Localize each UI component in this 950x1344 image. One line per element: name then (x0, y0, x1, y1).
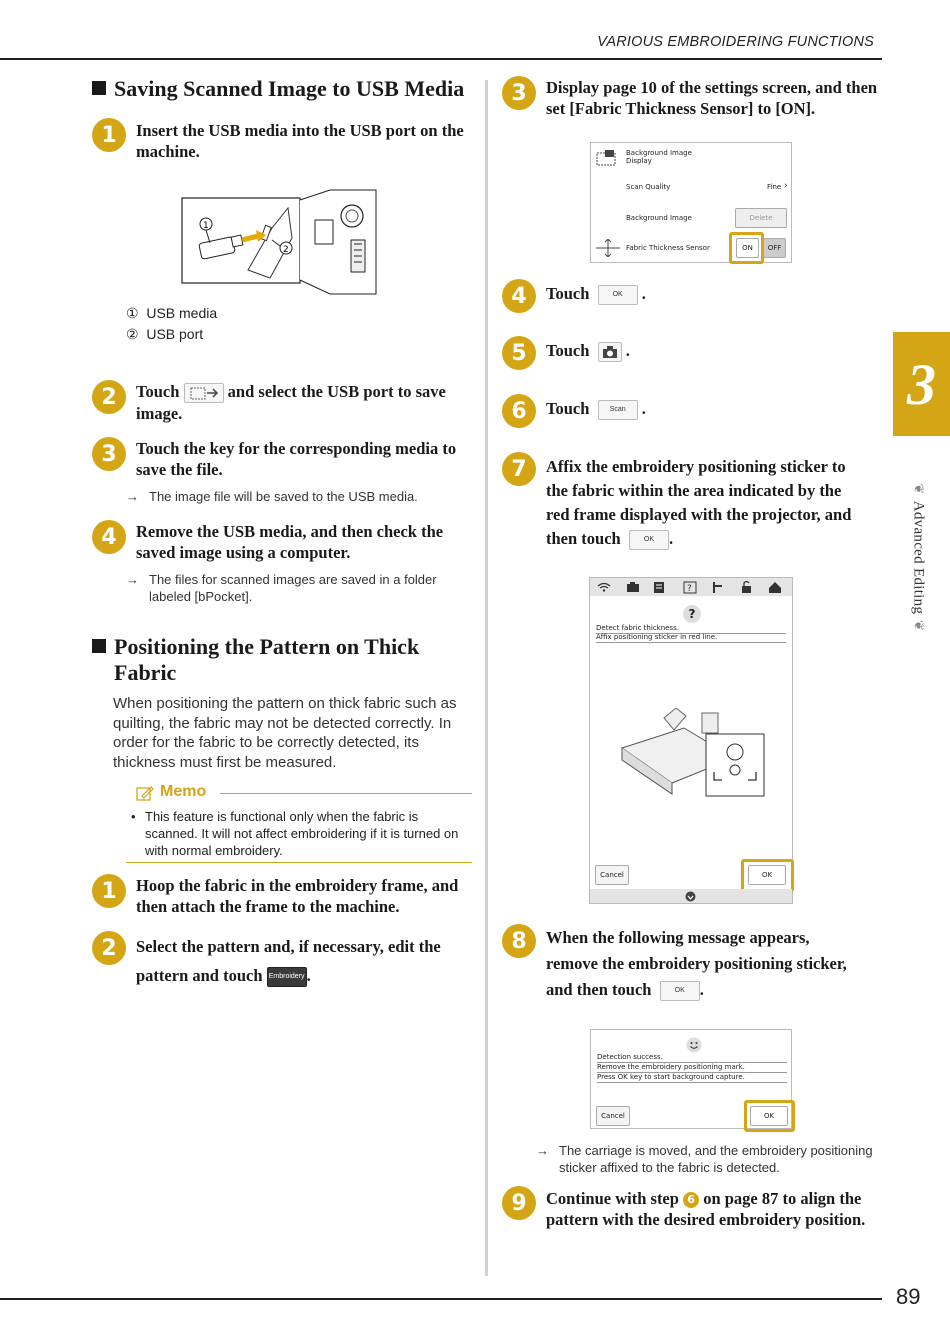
column-divider (485, 80, 488, 1276)
memo-pencil-icon (136, 785, 154, 801)
message-line: Press OK key to start background capture. (597, 1073, 745, 1081)
step-badge: 1 (92, 874, 126, 908)
result-arrow-icon: → (126, 489, 139, 504)
fabric-thickness-icon (595, 239, 621, 257)
highlight-frame (741, 859, 794, 892)
toolbar (590, 578, 792, 596)
message-line: Remove the embroidery positioning mark. (597, 1063, 745, 1071)
header-rule (0, 58, 882, 60)
svg-text:?: ? (687, 584, 692, 594)
step-text: Touch . (546, 340, 630, 362)
status-icon (685, 891, 696, 902)
ornament-icon: ❦ (911, 619, 927, 631)
memo-rule (220, 793, 472, 794)
step-badge: 2 (92, 380, 126, 414)
message-line: Detection success. (597, 1053, 663, 1061)
page-number: 89 (896, 1284, 921, 1309)
chevron-right-icon: › (784, 181, 788, 191)
step-badge: 3 (92, 437, 126, 471)
step-badge: 4 (92, 520, 126, 554)
step-text: Remove the USB media, and then check the saved image using a computer. (136, 522, 444, 562)
step-badge: 2 (92, 931, 126, 965)
chapter-tab (893, 332, 950, 436)
step-text: Continue with step 6 on page 87 to align the pattern with the desired embroidery position. (546, 1189, 866, 1229)
step-text: Touch and select the USB port to save image. (136, 382, 446, 424)
background-image-icon (596, 149, 618, 167)
scan-key: Scan (598, 400, 638, 420)
step-badge: 6 (502, 394, 536, 428)
step-note: → The carriage is moved, and the embroidery positioning sticker affixed to the fabric is detected. (536, 1143, 873, 1175)
ornament-icon: ❦ (911, 483, 927, 495)
result-arrow-icon: → (126, 572, 139, 587)
cancel-button[interactable]: Cancel (596, 1106, 630, 1126)
ok-button[interactable]: OK (750, 1106, 788, 1126)
step-badge: 3 (502, 76, 536, 110)
settings-screen (590, 142, 792, 263)
svg-text:2: 2 (283, 245, 289, 255)
intro-paragraph: When positioning the pattern on thick fabric such as quilting, the fabric may not be detected correctly. In order for the fabric to be correctly detected, its thickness must first be measured. (113, 695, 457, 771)
ok-button[interactable]: OK (748, 865, 786, 885)
on-toggle-button[interactable]: ON (736, 238, 759, 258)
step-text: Affix the embroidery positioning sticker to the fabric within the area indicated by the red frame displayed with the projector, and then touch OK . (546, 455, 886, 551)
setting-label: Fabric Thickness Sensor (626, 244, 710, 252)
smile-icon (686, 1037, 702, 1053)
step-text: Insert the USB media into the USB port on the machine. (136, 121, 464, 161)
step-note: → The image file will be saved to the USB media. (126, 489, 418, 504)
bottom-bar (590, 889, 792, 903)
message-line: Detect fabric thickness. (596, 624, 679, 632)
usb-port-illustration (180, 188, 380, 296)
step-text: Display page 10 of the settings screen, and then set [Fabric Thickness Sensor] to [ON]. (546, 78, 878, 118)
memo-title: Memo (160, 783, 207, 800)
step-badge: 1 (92, 118, 126, 152)
cancel-button[interactable]: Cancel (595, 865, 629, 885)
question-icon: ? (683, 605, 701, 623)
square-bullet-icon (92, 81, 106, 95)
step-note: → The files for scanned images are saved in a folder labeled [bPocket]. (126, 572, 437, 604)
message-rule (596, 642, 786, 643)
setting-label: Scan Quality (626, 183, 671, 191)
highlight-frame (744, 1100, 795, 1132)
legend-usb-port: ② USB port (126, 326, 204, 342)
svg-text:1: 1 (203, 221, 209, 231)
step-badge: 4 (502, 279, 536, 313)
step-text: Select the pattern and, if necessary, edit the pattern and touch Embroidery . (136, 932, 481, 990)
detection-success-screen (590, 1029, 792, 1129)
message-line: Affix positioning sticker in red line. (596, 633, 718, 641)
chapter-label: Advanced Editing (910, 500, 927, 614)
setting-label: Background Image (626, 149, 692, 157)
embroidery-key: Embroidery (267, 967, 307, 987)
result-arrow-icon: → (536, 1143, 549, 1158)
step-text: Touch OK . (546, 283, 646, 305)
message-rule (597, 1082, 787, 1083)
step-badge: 9 (502, 1186, 536, 1220)
step-text: Touch the key for the corresponding media to save the file. (136, 439, 457, 479)
running-header: VARIOUS EMBROIDERING FUNCTIONS (597, 34, 874, 50)
step-text: When the following message appears, remove the embroidery positioning sticker, and then touch OK . (546, 925, 886, 1003)
delete-button[interactable]: Delete (735, 208, 787, 228)
section-heading-usb: Saving Scanned Image to USB Media (92, 76, 464, 102)
off-toggle-button[interactable]: OFF (763, 238, 786, 258)
step-text: Touch Scan . (546, 398, 646, 420)
step-badge: 7 (502, 452, 536, 486)
camera-key-icon (598, 342, 622, 362)
frame-sticker-illustration (614, 708, 774, 798)
chapter-number: 3 (907, 351, 936, 417)
step-text: Hoop the fabric in the embroidery frame, and then attach the frame to the machine. (136, 876, 459, 916)
ok-key: OK (660, 981, 700, 1001)
footer-rule (0, 1298, 882, 1300)
save-to-usb-key-icon (184, 383, 224, 403)
setting-label: Background Image (626, 214, 692, 222)
setting-label: Display (626, 157, 652, 165)
square-bullet-icon (92, 639, 106, 653)
setting-value: Fine (767, 183, 782, 191)
step-badge: 8 (502, 924, 536, 958)
chapter-side-label (906, 462, 930, 652)
detect-thickness-screen (589, 577, 793, 904)
highlight-frame (729, 232, 764, 264)
ok-key: OK (598, 285, 638, 305)
memo-rule (126, 862, 472, 863)
step-badge: 5 (502, 336, 536, 370)
section-heading-thick-fabric: Positioning the Pattern on Thick Fabric (92, 634, 482, 686)
step-reference-badge: 6 (683, 1192, 699, 1208)
ok-key: OK (629, 530, 669, 550)
legend-usb-media: ① USB media (126, 305, 218, 321)
